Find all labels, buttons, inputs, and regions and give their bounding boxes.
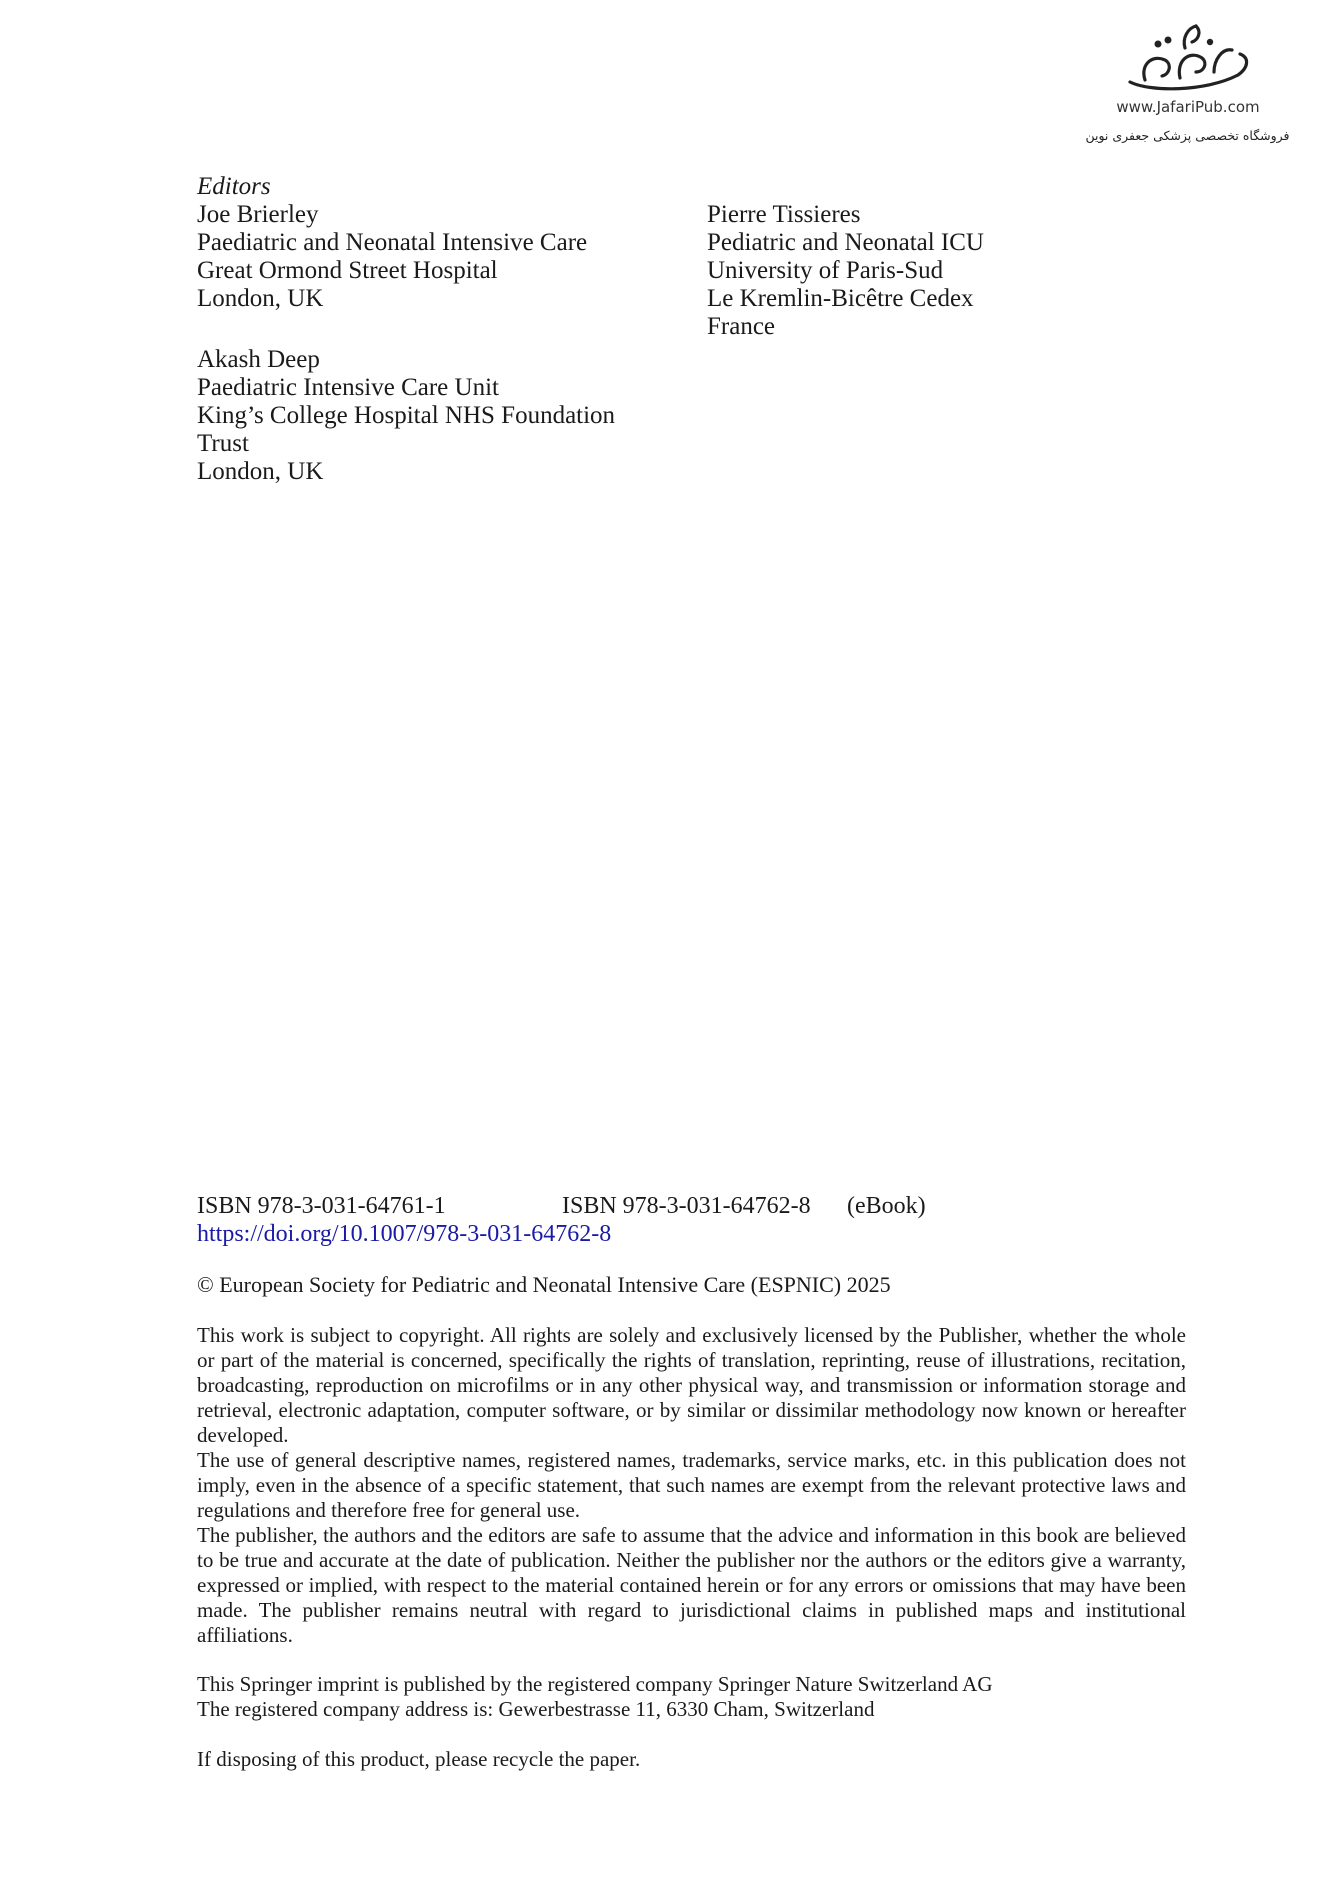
imprint-line: This Springer imprint is published by the registered company Springer Nature Switzerland AG [197, 1672, 993, 1696]
doi-link[interactable]: https://doi.org/10.1007/978-3-031-64762-8 [197, 1221, 612, 1247]
imprint-notice [197, 1672, 993, 1722]
editor-affiliation-line: King’s College Hospital NHS Foundation [197, 402, 616, 429]
editor-affiliation-line: Great Ormond Street Hospital [197, 257, 498, 284]
editor-affiliation-line: Le Kremlin-Bicêtre Cedex [707, 285, 974, 312]
editor-entry [197, 346, 615, 486]
editor-name: Joe Brierley [197, 201, 319, 228]
editor-affiliation-line: France [707, 313, 776, 340]
copyright-notice: © European Society for Pediatric and Neonatal Intensive Care (ESPNIC) 2025 [197, 1272, 891, 1297]
watermark-url: www.JafariPub.com [1116, 98, 1260, 116]
editor-affiliation-line: Pediatric and Neonatal ICU [707, 229, 984, 256]
editor-entry [707, 201, 984, 341]
editor-affiliation-line: Paediatric and Neonatal Intensive Care [197, 229, 588, 256]
isbn-ebook: ISBN 978-3-031-64762-8 [562, 1193, 811, 1219]
editor-affiliation-line: London, UK [197, 285, 324, 312]
editor-affiliation-line: Paediatric Intensive Care Unit [197, 374, 499, 401]
editor-affiliation-line: Trust [197, 430, 249, 457]
isbn-ebook-tag: (eBook) [847, 1193, 926, 1219]
jafari-calligraphy-icon [1110, 20, 1260, 100]
legal-paragraph: The use of general descriptive names, registered names, trademarks, service marks, etc. in this publication does not imply, even in the absence of a specific statement, that such names are exempt from the relevant protective laws and regulations and therefore free for general use. [197, 1448, 1186, 1522]
legal-notice [197, 1323, 1186, 1648]
editor-name: Akash Deep [197, 346, 320, 373]
imprint-line: The registered company address is: Gewerbestrasse 11, 6330 Cham, Switzerland [197, 1697, 875, 1721]
isbn-print: ISBN 978-3-031-64761-1 [197, 1193, 446, 1219]
legal-paragraph: The publisher, the authors and the editors are safe to assume that the advice and information in this book are believed to be true and accurate at the date of publication. Neither the publisher nor the authors or the editors give a warranty, expressed or implied, with respect to the material contained herein or for any errors or omissions that may have been made. The publisher remains neutral with regard to jurisdictional claims in published maps and institutional affiliations. [197, 1523, 1186, 1647]
publisher-watermark-logo [1080, 20, 1295, 150]
recycle-notice: If disposing of this product, please recycle the paper. [197, 1747, 641, 1771]
editor-name: Pierre Tissieres [707, 201, 861, 228]
editor-affiliation-line: University of Paris-Sud [707, 257, 944, 284]
editor-entry [197, 201, 587, 313]
legal-paragraph: This work is subject to copyright. All rights are solely and exclusively licensed by the Publisher, whether the whole or part of the material is concerned, specifically the rights of translation, reprinting, reuse of illustrations, recitation, broadcasting, reproduction on microfilms or in any other physical way, and transmission or information storage and retrieval, electronic adaptation, computer software, or by similar or dissimilar methodology now known or hereafter developed. [197, 1323, 1186, 1447]
editors-heading: Editors [197, 173, 271, 200]
editors-section [197, 173, 271, 201]
watermark-tagline: فروشگاه تخصصی پزشکی جعفری نوین [1085, 128, 1290, 143]
editor-affiliation-line: London, UK [197, 458, 324, 485]
